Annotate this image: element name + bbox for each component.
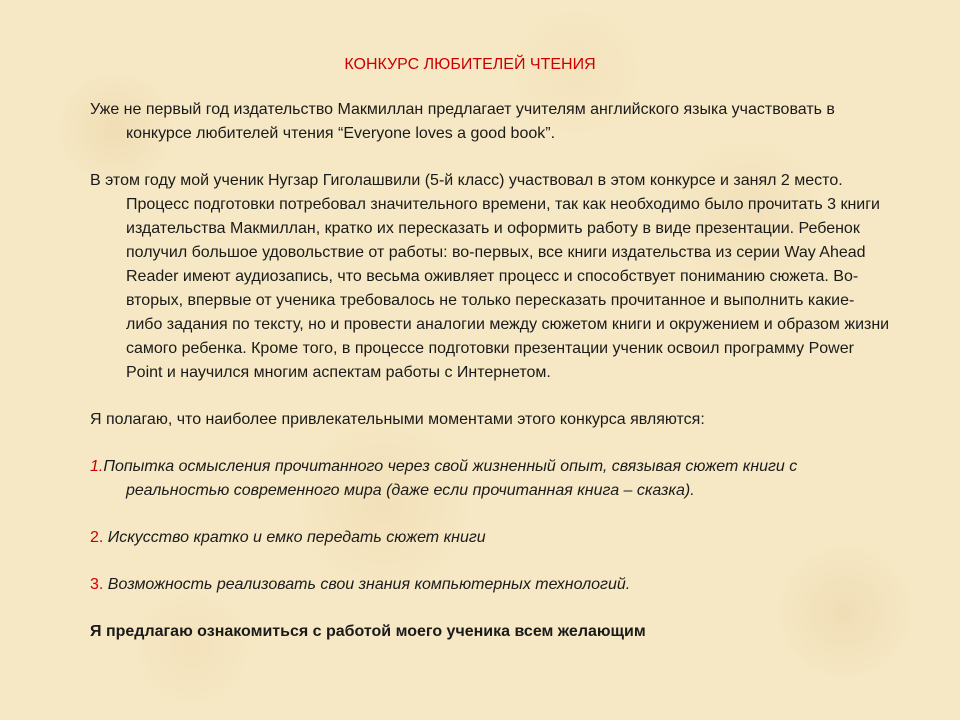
list-item-1-text: Попытка осмысления прочитанного через свой жизненный опыт, связывая сюжет книги с реальностью современного мира (даже если прочитанная книга – сказка).: [103, 458, 798, 499]
list-item-2: [90, 526, 890, 550]
list-item-1: [90, 455, 890, 503]
paragraph-intro: Уже не первый год издательство Макмиллан предлагает учителям английского языка участвовать в конкурсе любителей чтения “Everyone loves a good book”.: [90, 101, 835, 142]
closing-statement: Я предлагаю ознакомиться с работой моего ученика всем желающим: [90, 623, 646, 640]
list-item-3-text: Возможность реализовать свои знания компьютерных технологий.: [107, 576, 631, 593]
list-item-3: [90, 573, 890, 597]
list-item-2-number: 2.: [90, 529, 108, 546]
list-item-1-number: 1.: [90, 458, 104, 475]
list-item-2-text: Искусство кратко и емко передать сюжет книги: [107, 529, 486, 546]
paragraph-opinion: Я полагаю, что наиболее привлекательными моментами этого конкурса являются:: [90, 411, 705, 428]
document-body: [90, 98, 890, 644]
page-title: КОНКУРС ЛЮБИТЕЛЕЙ ЧТЕНИЯ: [344, 56, 596, 73]
list-item-3-number: 3.: [90, 576, 108, 593]
paragraph-story: В этом году мой ученик Нугзар Гиголашвили (5-й класс) участвовал в этом конкурсе и занял 2 место. Процесс подготовки потребовал значительного времени, так как необходимо было прочитать 3 книги издательства Макмиллан, кратко их пересказать и оформить работу в виде презентации. Ребенок получил большое удовольствие от работы: во-первых, все книги издательства из серии Way Ahead Reader имеют аудиозапись, что весьма оживляет процесс и способствует пониманию сюжета. Во-вторых, впервые от ученика требовалось не только пересказать прочитанное и выполнить какие-либо задания по тексту, но и провести аналогии между сюжетом книги и окружением и образом жизни самого ребенка. Кроме того, в процессе подготовки презентации ученик освоил программу Power Point и научился многим аспектам работы с Интернетом.: [90, 172, 890, 381]
